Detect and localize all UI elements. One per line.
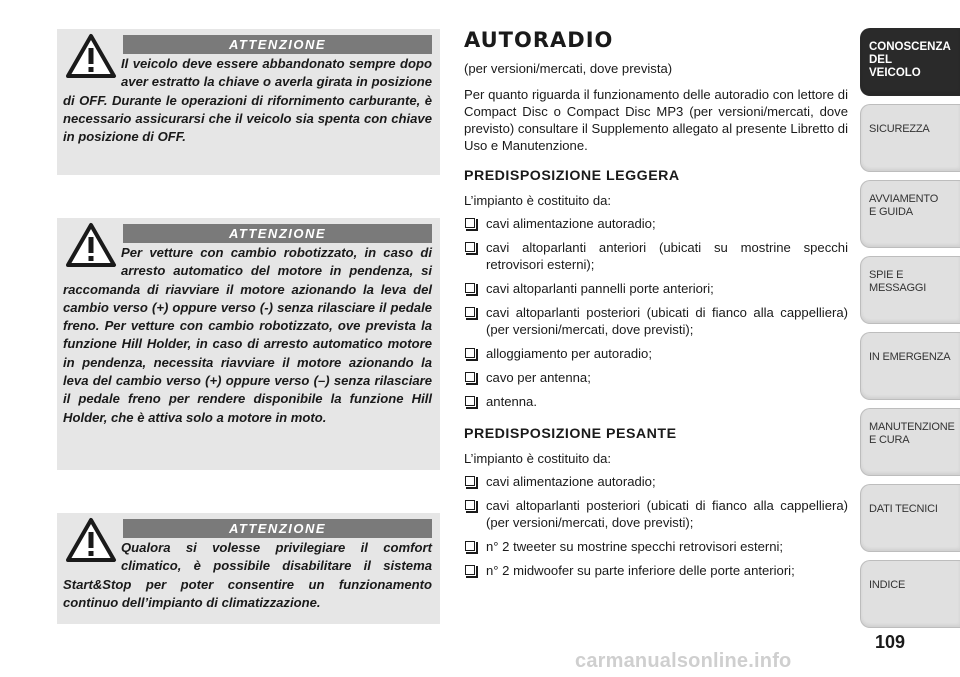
tab-conoscenza-del-veicolo[interactable]: CONOSCENZA DEL VEICOLO bbox=[860, 28, 960, 96]
warning-triangle-icon bbox=[65, 222, 117, 268]
page-number: 109 bbox=[874, 632, 906, 652]
tab-in-emergenza[interactable]: IN EMERGENZA bbox=[860, 332, 960, 400]
checkbox-bullet-icon bbox=[465, 476, 475, 486]
list-item: n° 2 tweeter su mostrine specchi retrovisori esterni; bbox=[464, 538, 848, 555]
checkbox-bullet-icon bbox=[465, 396, 475, 406]
list-item: cavo per antenna; bbox=[464, 369, 848, 386]
checkbox-bullet-icon bbox=[465, 372, 475, 382]
intro-paragraph: Per quanto riguarda il funzionamento delle autoradio con lettore di Compact Disc o Compact Disc MP3 (per versioni/mercati, dove previsto) consultare il Supplemento allegato al presente Libretto di Uso e Manutenzione. bbox=[464, 87, 848, 153]
warning-header bbox=[63, 222, 432, 278]
list-item: cavi altoparlanti posteriori (ubicati di fianco alla cappelliera) (per versioni/mercati, dove previsti); bbox=[464, 304, 848, 338]
list-item: cavi altoparlanti posteriori (ubicati di fianco alla cappelliera) (per versioni/mercati, dove previsti); bbox=[464, 497, 848, 531]
section-heading-pesante: PREDISPOSIZIONE PESANTE bbox=[464, 426, 677, 442]
watermark: carmanualsonline.info bbox=[575, 650, 792, 672]
list-pesante bbox=[464, 473, 848, 579]
list-item: alloggiamento per autoradio; bbox=[464, 345, 848, 362]
page-title: AUTORADIO bbox=[464, 28, 614, 52]
warning-text: Per vetture con cambio robotizzato, in caso di arresto automatico del motore in pendenza, si raccomanda di riavviare il motore azionando la leva del cambio verso (+) oppure verso (-) senza rilasciare il pedale freno. Per vetture con cambio robotizzato, ove prevista la funzione Hill Holder, in caso di arresto automatico motore in pendenza, necessita riavviare il motore azionando la leva del cambio verso (+) oppure verso (–) senza rilasciare il pedale freno per rendere disponibile la funzione Hill Holder, che è attiva solo a motore in moto. bbox=[63, 245, 432, 425]
tab-indice[interactable]: INDICE bbox=[860, 560, 960, 628]
checkbox-bullet-icon bbox=[465, 307, 475, 317]
tab-avviamento-e-guida[interactable]: AVVIAMENTO E GUIDA bbox=[860, 180, 960, 248]
warning-triangle-icon bbox=[65, 33, 117, 79]
checkbox-bullet-icon bbox=[465, 500, 475, 510]
warning-text: Qualora si volesse privilegiare il comfort climatico, è possibile disabilitare il sistema Start&Stop per poter consentire un funzionamento continuo dell’impianto di climatizzazione. bbox=[63, 540, 432, 610]
tab-dati-tecnici[interactable]: DATI TECNICI bbox=[860, 484, 960, 552]
list-item: antenna. bbox=[464, 393, 848, 410]
tab-sicurezza[interactable]: SICUREZZA bbox=[860, 104, 960, 172]
section-lead: L’impianto è costituito da: bbox=[464, 451, 612, 466]
list-leggera bbox=[464, 215, 848, 410]
warning-box-1 bbox=[57, 29, 440, 175]
warning-triangle-icon bbox=[65, 517, 117, 563]
list-item: n° 2 midwoofer su parte inferiore delle porte anteriori; bbox=[464, 562, 848, 579]
checkbox-bullet-icon bbox=[465, 541, 475, 551]
warning-box-3 bbox=[57, 513, 440, 624]
checkbox-bullet-icon bbox=[465, 565, 475, 575]
section-lead: L’impianto è costituito da: bbox=[464, 193, 612, 208]
list-item: cavi altoparlanti anteriori (ubicati su mostrine specchi retrovisori esterni); bbox=[464, 239, 848, 273]
warning-label: ATTENZIONE bbox=[123, 35, 432, 54]
warning-label: ATTENZIONE bbox=[123, 224, 432, 243]
tab-manutenzione-e-cura[interactable]: MANUTENZIONE E CURA bbox=[860, 408, 960, 476]
warning-header bbox=[63, 517, 432, 573]
warning-text: Il veicolo deve essere abbandonato sempre dopo aver estratto la chiave o averla girata in posizione di OFF. Durante le operazioni di rifornimento carburante, è necessario assicurarsi che il veicolo sia spenta con chiave in posizione di OFF. bbox=[63, 56, 432, 145]
main-content bbox=[464, 28, 848, 586]
checkbox-bullet-icon bbox=[465, 242, 475, 252]
checkbox-bullet-icon bbox=[465, 348, 475, 358]
section-heading-leggera: PREDISPOSIZIONE LEGGERA bbox=[464, 168, 680, 184]
tab-spie-e-messaggi[interactable]: SPIE E MESSAGGI bbox=[860, 256, 960, 324]
subtitle: (per versioni/mercati, dove prevista) bbox=[464, 61, 673, 76]
warning-header bbox=[63, 33, 432, 89]
warning-label: ATTENZIONE bbox=[123, 519, 432, 538]
checkbox-bullet-icon bbox=[465, 283, 475, 293]
checkbox-bullet-icon bbox=[465, 218, 475, 228]
list-item: cavi alimentazione autoradio; bbox=[464, 215, 848, 232]
list-item: cavi alimentazione autoradio; bbox=[464, 473, 848, 490]
list-item: cavi altoparlanti pannelli porte anteriori; bbox=[464, 280, 848, 297]
warning-box-2 bbox=[57, 218, 440, 470]
